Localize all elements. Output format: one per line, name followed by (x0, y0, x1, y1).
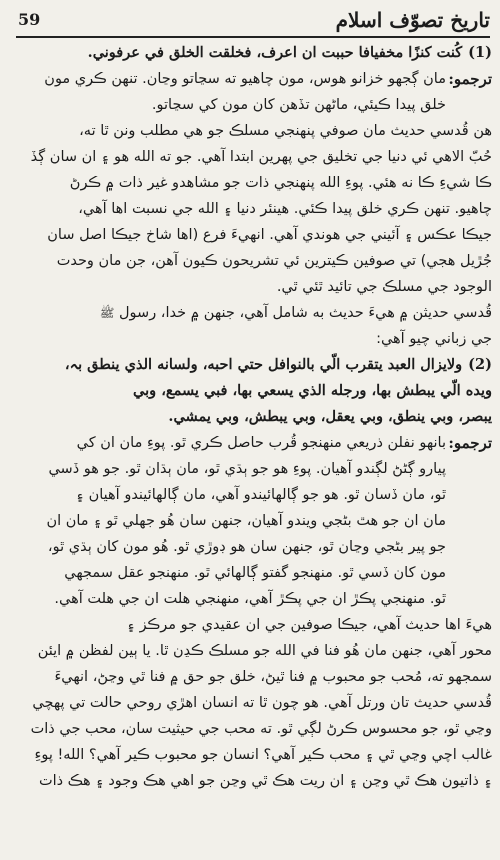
line-text: جي زباني چيو آهي: (376, 331, 492, 347)
body-line (12, 664, 492, 690)
line-text: خلق پيدا ڪيئي، ماڻهن تڏهن کان مون کي سڃاتو. (151, 97, 446, 113)
line-text: حُبّ الاهي ئي دنيا جي تخليق جي پهرين ابتدا آهي. جو ته الله هو ۽ ان سان ڳڏ (30, 149, 492, 165)
body-line (12, 638, 492, 664)
translation-line (12, 534, 492, 560)
arabic-text: ويده الّي يبطش بها، ورجله الذي يسعي بها، فبي يسمع، وبي (133, 382, 492, 399)
body-line (12, 222, 492, 248)
translation-line (12, 482, 492, 508)
body-line (12, 742, 492, 768)
translation-line (12, 430, 492, 456)
line-text: جُڙيل هجي) تي صوفين ڪيترين ئي تشريحون ڪيون آهن، جن مان وحدت (56, 253, 492, 269)
salutation-ligature: ﷺ (99, 306, 115, 320)
translation-line (12, 586, 492, 612)
line-text: جو پير بڻجي وڃان ٿو، جنهن سان هو ڊوڙي ٿو. هُو مون کان ٻڌي ٿو، (47, 539, 446, 555)
page-number: 59 (18, 10, 41, 29)
body-line (12, 274, 492, 300)
translation-line (12, 560, 492, 586)
line-text: قُدسي حديثن ۾ هيءَ حديث به شامل آهي، جنهن ۾ خدا، رسول (119, 305, 492, 321)
line-text: ۽ ذاتيون هڪ ٿي وڃن ۽ ان ريت هڪ ٿي وڃن جو اهي هڪ وجود ۽ هڪ ذات (38, 773, 492, 789)
line-text: ڪا شيءِ ڪا نه هئي. پوءِ الله پنهنجي ذات جو مشاهدو غير ذات ۾ ڪرڻ (69, 175, 492, 191)
hadith-2-line (12, 378, 492, 404)
body-line (12, 612, 492, 638)
translation-line (12, 66, 492, 92)
body-line (12, 300, 492, 326)
line-text: بانهو نفلن ذريعي منهنجو قُرب حاصل ڪري ٿو. پوءِ مان ان کي (76, 435, 446, 451)
line-text: الوجود جي مسلڪ جي تائيد ٿئي ٿي. (276, 279, 492, 295)
hadith-2-line (12, 352, 492, 378)
line-text: ٿو. منهنجي پڪڙ ان جي پڪڙ آهي، منهنجي هلت ان جي هلت آهي. (54, 591, 446, 607)
line-text: پيارو ڳڻڻ لڳندو آهيان. پوءِ هو جو ٻڌي ٿو، مان ٻڌان ٿو. جو هو ڏسي (48, 461, 446, 477)
line-text: مان ان جو هٿ بڻجي ويندو آهيان، جنهن سان هُو جهلي ٿو ۽ مان ان (46, 513, 446, 529)
arabic-text: ولايزال العبد يتقرب الّي بالنوافل حتي احبه، ولسانه الذي ينطق بہ، (64, 356, 463, 373)
body-line (12, 248, 492, 274)
line-text: غالب اچي وڃي ٿي ۽ محب ڪير آهي؟ انسان جو محبوب ڪير آهي؟ الله! پوءِ (34, 747, 492, 763)
body-line (12, 768, 492, 794)
translation-label: ترجمو: (448, 70, 492, 88)
hadith-number: (1) (468, 44, 492, 61)
line-text: قُدسي حديث تان ورتل آهي. هو چون ٿا ته انسان اهڙي روحي حالت تي پهچي (32, 695, 492, 711)
translation-line (12, 508, 492, 534)
body-line (12, 326, 492, 352)
page-header (16, 6, 490, 38)
line-text: وڃي ٿو، جو محسوس ڪرڻ لڳي ٿو. ته محب جي حيثيت سان، محب جي ذات (30, 721, 492, 737)
line-text: جيڪا عڪس ۽ آئيني جي هوندي آهي. انهيءَ فرع (اها شاخ جيڪا اصل سان (47, 227, 492, 243)
line-text: مون کان ڏسي ٿو. منهنجو گفتو ڳالهائي ٿو. منهنجو عقل سمجهي (64, 565, 446, 581)
body-line (12, 144, 492, 170)
body-line (12, 716, 492, 742)
line-text: سمجهو ته، مُحب جو محبوب ۾ فنا ٿيڻ، خلق جو حق ۾ فنا ٿي وڃڻ، انهيءَ (54, 669, 492, 685)
translation-line (12, 92, 492, 118)
line-text: هن قُدسي حديث مان صوفي پنهنجي مسلڪ جو هي مطلب ونن ٿا ته، (79, 123, 492, 139)
body-line (12, 118, 492, 144)
line-text: محور آهي، جنهن مان هُو فنا في الله جو مسلڪ ڪڍن ٿا. يا ٻين لفظن ۾ ايئن (37, 643, 492, 659)
translation-label: ترجمو: (448, 434, 492, 452)
line-text: هيءَ اها حديث آهي، جيڪا صوفين جي ان عقيدي جو مرڪز ۽ (126, 617, 492, 633)
page-body (12, 40, 492, 854)
line-text: ٿو، مان ڏسان ٿو. هو جو ڳالهائيندو آهي، مان ڳالهائيندو آهيان ۽ (75, 487, 446, 503)
arabic-text: كُنت كنزًا مخفيافا حببت ان اعرف، فخلقت الخلق في عرفوني. (87, 44, 463, 61)
body-line (12, 690, 492, 716)
running-title: تاريخ تصوّف اسلام (335, 8, 490, 32)
arabic-text: يبصر، وبي ينطق، وبي يعقل، وبي يبطش، وبي يمشي. (168, 408, 492, 425)
hadith-number: (2) (468, 356, 492, 373)
line-text: مان ڳجهو خزانو هوس، مون چاهيو ته سڃاتو وڃان. تنهن ڪري مون (44, 71, 446, 87)
translation-line (12, 456, 492, 482)
line-text: چاهيو. تنهن ڪري خلق پيدا ڪئي. هينئر دنيا ۽ الله جي نسبت اها آهي، (78, 201, 492, 217)
hadith-2-line (12, 404, 492, 430)
body-line (12, 170, 492, 196)
body-line (12, 196, 492, 222)
hadith-1-line (12, 40, 492, 66)
